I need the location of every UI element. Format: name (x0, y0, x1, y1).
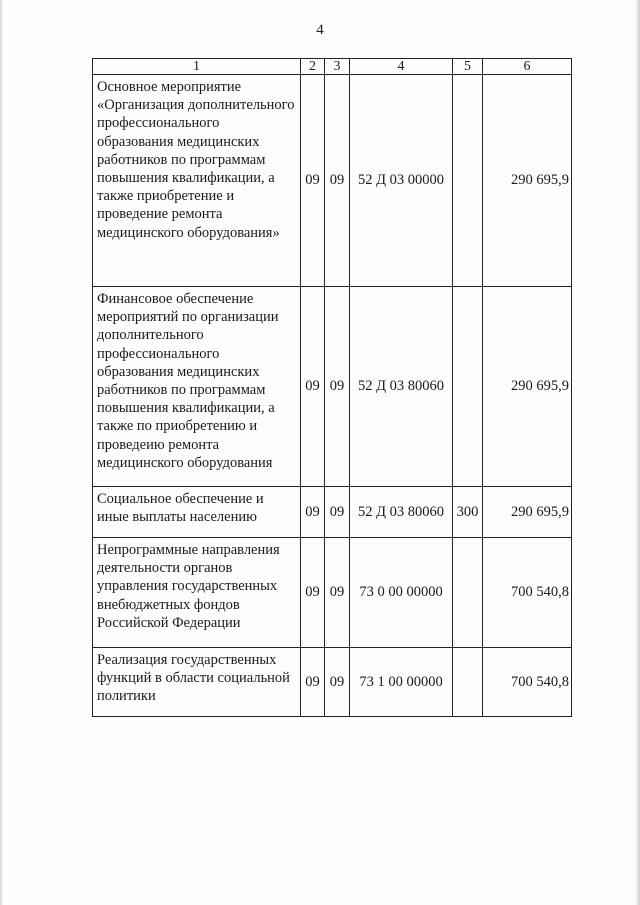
row-amount-cell: 700 540,8 (483, 538, 572, 648)
row-expense-type-cell (453, 287, 483, 487)
scan-edge-left (0, 0, 3, 905)
row-expense-type-cell (453, 648, 483, 717)
row-name-cell: Реализация государственных функций в области социальной политики (93, 648, 301, 717)
row-subsection-cell: 09 (325, 287, 350, 487)
row-target-code-cell: 52 Д 03 80060 (350, 287, 453, 487)
row-target-code-cell: 52 Д 03 80060 (350, 487, 453, 538)
column-header-4: 4 (350, 59, 453, 75)
row-subsection-cell: 09 (325, 538, 350, 648)
table-row (93, 487, 572, 538)
row-name-cell: Социальное обеспечение и иные выплаты населению (93, 487, 301, 538)
column-header-2: 2 (301, 59, 325, 75)
row-section-cell: 09 (301, 75, 325, 287)
table-row (93, 648, 572, 717)
row-subsection-cell: 09 (325, 648, 350, 717)
row-name-cell: Основное мероприятие «Организация дополнительного профессионального образования медицинских работников по программам повышения квалификации, а также приобретение и проведение ремонта медицинского оборудования» (93, 75, 301, 287)
row-section-cell: 09 (301, 287, 325, 487)
row-section-cell: 09 (301, 648, 325, 717)
budget-table (92, 58, 572, 717)
row-section-cell: 09 (301, 487, 325, 538)
row-name-cell: Непрограммные направления деятельности органов управления государственных внебюджетных фондов Российской Федерации (93, 538, 301, 648)
row-subsection-cell: 09 (325, 487, 350, 538)
table-row (93, 287, 572, 487)
row-subsection-cell: 09 (325, 75, 350, 287)
row-target-code-cell: 73 1 00 00000 (350, 648, 453, 717)
table-header-row (93, 59, 572, 75)
scan-edge-right (636, 0, 640, 905)
column-header-1: 1 (93, 59, 301, 75)
table-row (93, 538, 572, 648)
row-amount-cell: 700 540,8 (483, 648, 572, 717)
row-amount-cell: 290 695,9 (483, 75, 572, 287)
page-number: 4 (316, 22, 324, 38)
row-amount-cell: 290 695,9 (483, 287, 572, 487)
row-name-cell: Финансовое обеспечение мероприятий по организации дополнительного профессионального образования медицинских работников по программам повышения квалификации, а также по приобретению и проведеию ремонта медицинского оборудования (93, 287, 301, 487)
table-row (93, 75, 572, 287)
row-amount-cell: 290 695,9 (483, 487, 572, 538)
column-header-6: 6 (483, 59, 572, 75)
row-expense-type-cell: 300 (453, 487, 483, 538)
row-section-cell: 09 (301, 538, 325, 648)
row-expense-type-cell (453, 538, 483, 648)
row-expense-type-cell (453, 75, 483, 287)
row-target-code-cell: 52 Д 03 00000 (350, 75, 453, 287)
row-target-code-cell: 73 0 00 00000 (350, 538, 453, 648)
column-header-3: 3 (325, 59, 350, 75)
column-header-5: 5 (453, 59, 483, 75)
